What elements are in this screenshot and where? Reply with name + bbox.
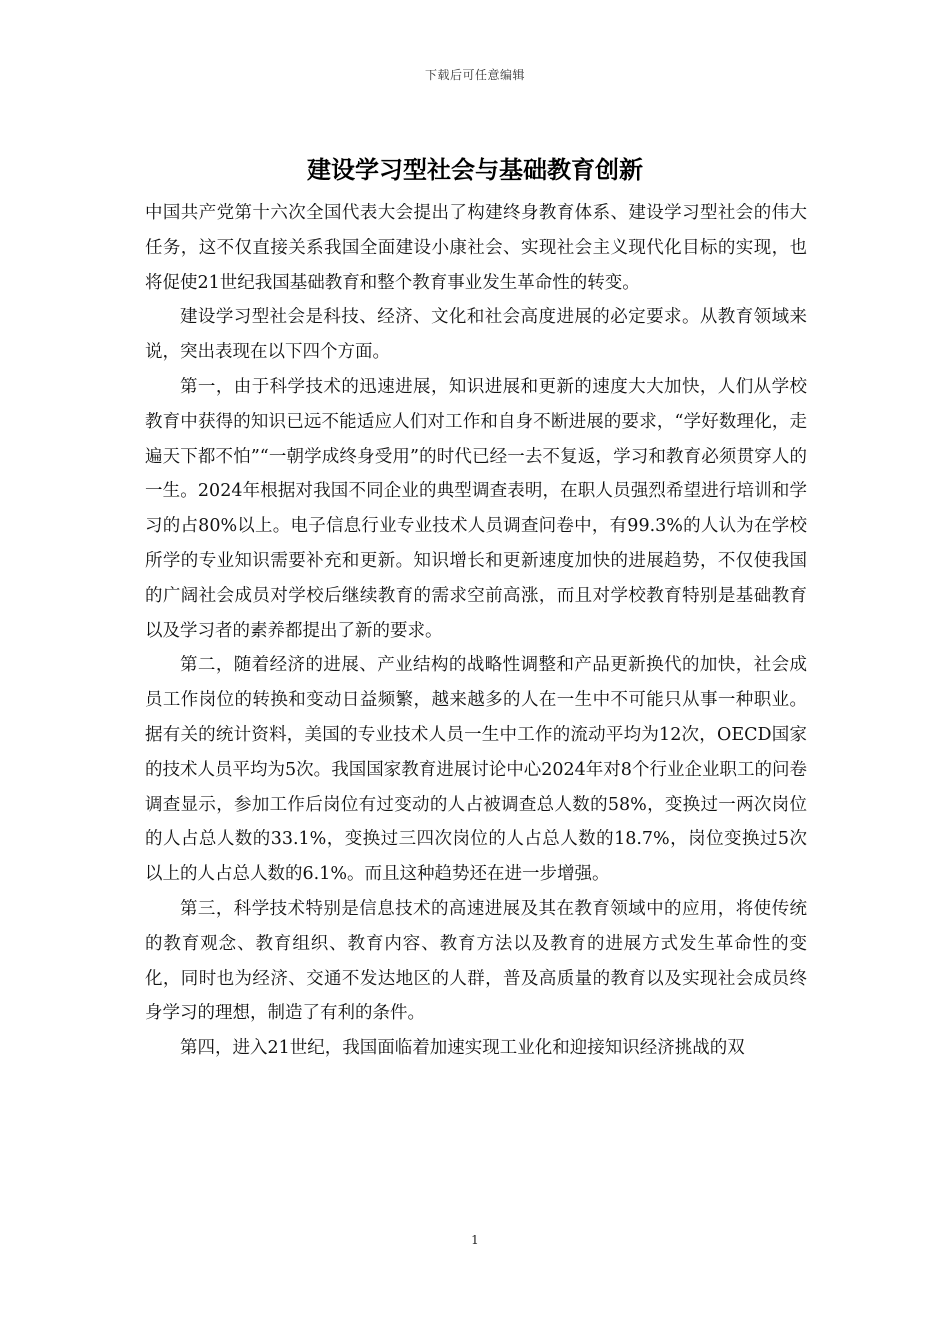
paragraph-5: 第三，科学技术特别是信息技术的高速进展及其在教育领域中的应用，将使传统的教育观念、教育组织、教育内容、教育方法以及教育的进展方式发生革命性的变化，同时也为经济、交通不发达地区的人群，普及高质量的教育以及实现社会成员终身学习的理想，制造了有利的条件。: [145, 898, 807, 1024]
paragraph-2: 建设学习型社会是科技、经济、文化和社会高度进展的必定要求。从教育领域来说，突出表现在以下四个方面。: [145, 307, 807, 363]
paragraph-1: 中国共产党第十六次全国代表大会提出了构建终身教育体系、建设学习型社会的伟大任务，这不仅直接关系我国全面建设小康社会、实现社会主义现代化目标的实现，也将促使21世纪我国基础教育和整个教育事业发生革命性的转变。: [145, 203, 807, 293]
paragraph-3: 第一，由于科学技术的迅速进展，知识进展和更新的速度大大加快，人们从学校教育中获得的知识已远不能适应人们对工作和自身不断进展的要求，“学好数理化，走遍天下都不怕”“一朝学成终身受用”的时代已经一去不复返，学习和教育必须贯穿人的一生。2024年根据对我国不同企业的典型调查表明，在职人员强烈希望进行培训和学习的占80%以上。电子信息行业专业技术人员调查问卷中，有99.3%的人认为在学校所学的专业知识需要补充和更新。知识增长和更新速度加快的进展趋势，不仅使我国的广阔社会成员对学校后继续教育的需求空前高涨，而且对学校教育特别是基础教育以及学习者的素养都提出了新的要求。: [145, 376, 807, 641]
paragraph-6: 第四，进入21世纪，我国面临着加速实现工业化和迎接知识经济挑战的双: [180, 1038, 745, 1059]
page-number: 1: [471, 1233, 479, 1247]
document-title: 建设学习型社会与基础教育创新: [307, 155, 643, 184]
paragraph-4: 第二，随着经济的进展、产业结构的战略性调整和产品更新换代的加快，社会成员工作岗位的转换和变动日益频繁，越来越多的人在一生中不可能只从事一种职业。据有关的统计资料，美国的专业技术人员一生中工作的流动平均为12次，OECD国家的技术人员平均为5次。我国国家教育进展讨论中心2024年对8个行业企业职工的问卷调查显示，参加工作后岗位有过变动的人占被调查总人数的58%，变换过一两次岗位的人占总人数的33.1%，变换过三四次岗位的人占总人数的18.7%，岗位变换过5次以上的人占总人数的6.1%。而且这种趋势还在进一步增强。: [145, 655, 807, 885]
document-body: [145, 196, 807, 1066]
header-note: 下载后可任意编辑: [424, 68, 525, 82]
